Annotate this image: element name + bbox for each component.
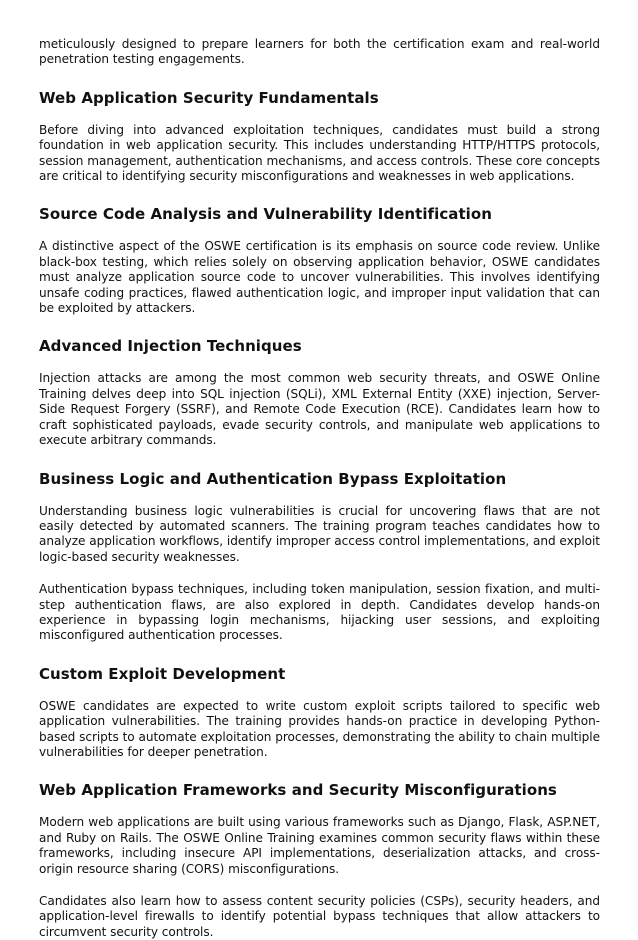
intro-paragraph: meticulously designed to prepare learners for both the certification exam and real-world penetration testing engagements. [39,37,600,67]
section-paragraph: Injection attacks are among the most common web security threats, and OSWE Online Training delves deep into SQL injection (SQLi), XML External Entity (XXE) injection, Server-Side Request Forgery (SSRF), and Remote Code Execution (RCE). Candidates learn how to craft sophisticated payloads, evade security controls, and manipulate web applications to execute arbitrary commands. [39,371,600,448]
section-frameworks-misconfigurations [39,781,600,940]
section-heading: Advanced Injection Techniques [39,337,302,356]
section-advanced-injection [39,337,600,448]
section-heading: Web Application Frameworks and Security Misconfigurations [39,781,557,800]
document-page [39,37,600,940]
section-paragraph: Understanding business logic vulnerabilities is crucial for uncovering flaws that are not easily detected by automated scanners. The training program teaches candidates how to analyze application workflows, identify improper access control implementations, and exploit logic-based security weaknesses. [39,503,600,564]
section-paragraph: A distinctive aspect of the OSWE certification is its emphasis on source code review. Unlike black-box testing, which relies solely on observing application behavior, OSWE candidates must analyze application source code to uncover vulnerabilities. This involves identifying unsafe coding practices, flawed authentication logic, and improper input validation that can be exploited by attackers. [39,239,600,316]
section-heading: Source Code Analysis and Vulnerability Identification [39,205,492,224]
section-business-logic-auth-bypass [39,470,600,644]
section-heading: Custom Exploit Development [39,664,286,683]
section-web-app-security-fundamentals [39,89,600,185]
section-heading: Business Logic and Authentication Bypass Exploitation [39,469,507,488]
section-paragraph: Modern web applications are built using various frameworks such as Django, Flask, ASP.NET, and Ruby on Rails. The OSWE Online Training examines common security flaws within these frameworks, including insecure API implementations, deserialization attacks, and cross-origin resource sharing (CORS) misconfigurations. [39,815,600,876]
section-paragraph: Authentication bypass techniques, including token manipulation, session fixation, and multi-step authentication flaws, are also explored in depth. Candidates develop hands-on experience in bypassing login mechanisms, hijacking user sessions, and exploiting misconfigured authentication processes. [39,582,600,643]
section-paragraph: Candidates also learn how to assess content security policies (CSPs), security headers, and application-level firewalls to identify potential bypass techniques that allow attackers to circumvent security controls. [39,894,600,939]
section-source-code-analysis [39,205,600,316]
section-paragraph: Before diving into advanced exploitation techniques, candidates must build a strong foundation in web application security. This includes understanding HTTP/HTTPS protocols, session management, authentication mechanisms, and access controls. These core concepts are critical to identifying security misconfigurations and weaknesses in web applications. [39,122,600,184]
section-heading: Web Application Security Fundamentals [39,88,379,107]
section-custom-exploit-development [39,665,600,761]
section-paragraph: OSWE candidates are expected to write custom exploit scripts tailored to specific web application vulnerabilities. The training provides hands-on practice in developing Python-based scripts to automate exploitation processes, demonstrating the ability to chain multiple vulnerabilities for deeper penetration. [39,698,600,759]
